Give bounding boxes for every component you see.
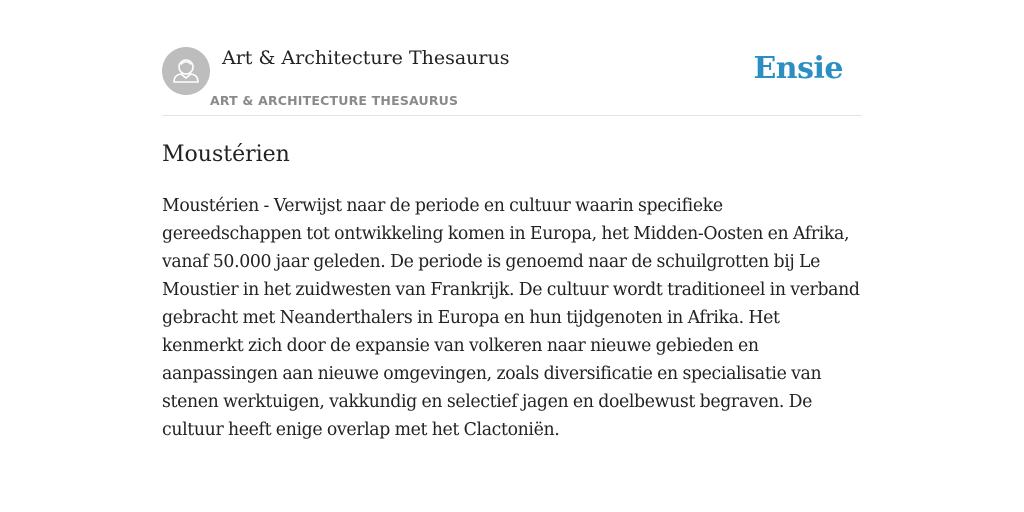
source-subtitle[interactable]: ART & ARCHITECTURE THESAURUS	[210, 93, 459, 108]
article-title: Moustérien	[162, 142, 290, 167]
ensie-logo[interactable]: Ensie	[753, 51, 843, 86]
article-card	[162, 0, 862, 512]
source-header	[162, 0, 862, 116]
article-body: Moustérien - Verwijst naar de periode en cultuur waarin specifieke gereedschappen tot ontwikkeling komen in Europa, het Midden-Oosten en Afrika, vanaf 50.000 jaar geleden. De periode is genoemd naar de schuilgrotten bij Le Moustier in het zuidwesten van Frankrijk. De cultuur wordt traditioneel in verband gebracht met Neanderthalers in Europa en hun tijdgenoten in Afrika. Het kenmerkt zich door de expansie van volkeren naar nieuwe gebieden en aanpassingen aan nieuwe omgevingen, zoals diversificatie en specialisatie van stenen werktuigen, vakkundig en selectief jagen en doelbewust begraven. De cultuur heeft enige overlap met het Clactoniën.	[162, 196, 860, 440]
source-title[interactable]: Art & Architecture Thesaurus	[222, 47, 510, 69]
user-icon	[162, 47, 210, 95]
source-avatar[interactable]	[162, 47, 210, 95]
